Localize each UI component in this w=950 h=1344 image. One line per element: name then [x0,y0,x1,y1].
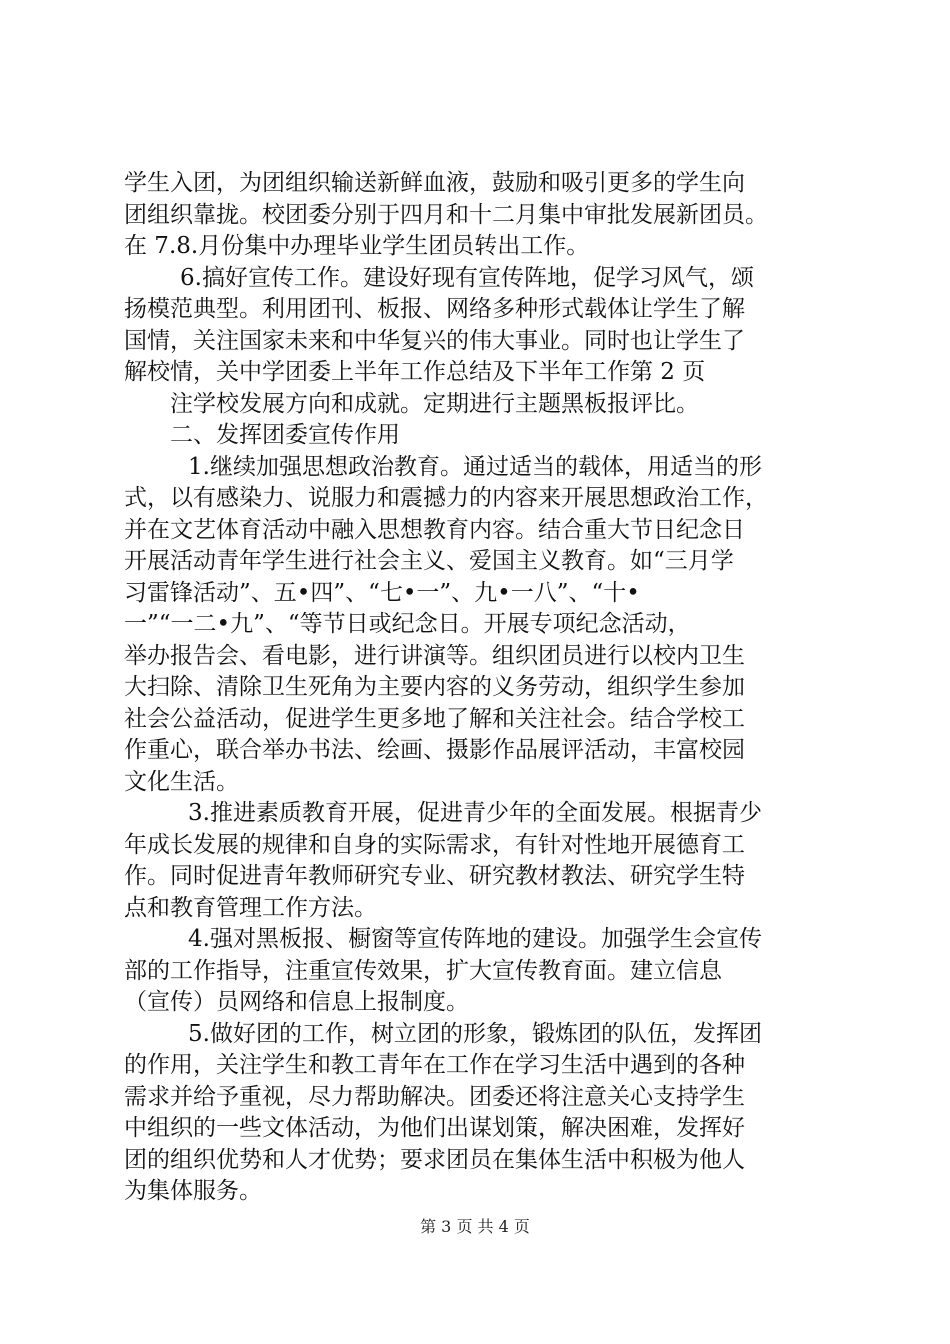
text-line: 年成长发展的规律和自身的实际需求，有针对性地开展德育工 [124,831,745,858]
paragraph-start-line: 6.搞好宣传工作。建设好现有宣传阵地，促学习风气，颂 [180,264,754,291]
text-line: （宣传）员网络和信息上报制度。 [124,989,469,1015]
text-line: 并在文艺体育活动中融入思想教育内容。结合重大节日纪念日 [124,516,745,543]
text-line: 开展活动青年学生进行社会主义、爱国主义教育。如“三月学 [124,548,734,574]
text-line: 点和教育管理工作方法。 [124,894,377,921]
paragraph-start-line: 5.做好团的工作，树立团的形象，锻炼团的队伍，发挥团 [188,1020,762,1047]
text-line: 解校情，关中学团委上半年工作总结及下半年工作第 2 页 [124,359,706,385]
text-line: 中组织的一些文体活动，为他们出谋划策，解决困难，发挥好 [124,1115,745,1141]
section-heading: 二、发挥团委宣传作用 [170,422,400,448]
text-line: 作重心，联合举办书法、绘画、摄影作品展评活动，丰富校园 [124,737,745,763]
text-line: 的作用，关注学生和教工青年在工作在学习生活中遇到的各种 [124,1052,745,1078]
text-line: 扬模范典型。利用团刊、板报、网络多种形式载体让学生了解 [124,296,745,322]
text-line: 需求并给予重视，尽力帮助解决。团委还将注意关心支持学生 [124,1083,745,1110]
paragraph-start-line: 4.强对黑板报、橱窗等宣传阵地的建设。加强学生会宣传 [188,926,762,952]
text-line: 学生入团，为团组织输送新鲜血液，鼓励和吸引更多的学生向 [124,170,745,196]
text-line: 社会公益活动，促进学生更多地了解和关注社会。结合学校工 [124,705,745,732]
document-body [124,168,844,1208]
text-line: 部的工作指导，注重宣传效果，扩大宣传教育面。建立信息 [124,957,722,984]
text-line: 一”“一二•九”、“等节日或纪念日。开展专项纪念活动， [124,611,691,637]
text-line: 习雷锋活动”、五•四”、“七•一”、九•一八”、“十• [124,579,640,606]
text-line: 注学校发展方向和成就。定期进行主题黑板报评比。 [170,390,699,417]
text-line: 式，以有感染力、说服力和震撼力的内容来开展思想政治工作， [124,485,768,511]
text-line: 大扫除、清除卫生死角为主要内容的义务劳动，组织学生参加 [124,674,745,700]
text-line: 举办报告会、看电影，进行讲演等。组织团员进行以校内卫生 [124,642,745,669]
paragraph-start-line: 3.推进素质教育开展，促进青少年的全面发展。根据青少 [188,800,762,826]
page-footer: 第 3 页 共 4 页 [420,1217,530,1236]
text-line: 文化生活。 [124,768,239,795]
text-line: 为集体服务。 [124,1178,262,1204]
paragraph-start-line: 1.继续加强思想政治教育。通过适当的载体，用适当的形 [188,453,762,480]
text-line: 国情，关注国家未来和中华复兴的伟大事业。同时也让学生了 [124,327,745,354]
text-line: 作。同时促进青年教师研究专业、研究教材教法、研究学生特 [124,863,745,889]
text-line: 在 7.8.月份集中办理毕业学生团员转出工作。 [124,233,590,259]
text-line: 团的组织优势和人才优势；要求团员在集体生活中积极为他人 [124,1146,745,1173]
text-line: 团组织靠拢。校团委分别于四月和十二月集中审批发展新团员。 [124,201,768,228]
